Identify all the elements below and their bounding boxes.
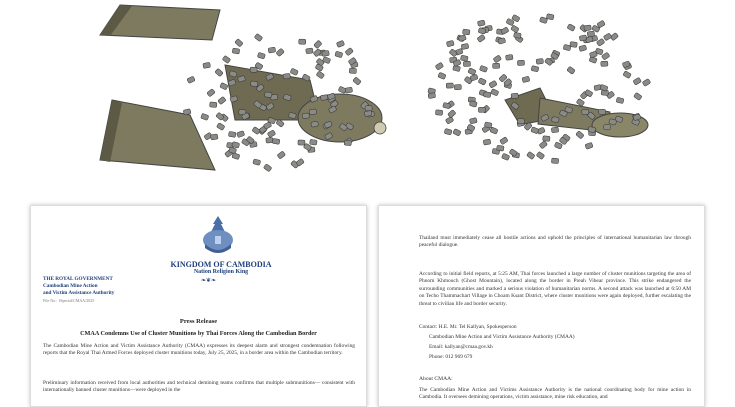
bomblet — [250, 81, 258, 87]
bomblet — [600, 84, 608, 91]
royal-crest-emblem — [199, 212, 237, 258]
bomblet — [290, 68, 298, 75]
bomblet — [454, 84, 461, 89]
bomblet — [477, 34, 486, 42]
contact-spokesperson: Contact: H.E. Mr. Tel Kallyan, Spokesperson — [419, 324, 517, 330]
bomblet — [237, 131, 245, 138]
bomblet — [435, 62, 444, 70]
bomblet — [276, 48, 285, 56]
bomblet — [336, 40, 344, 47]
bomblet — [344, 140, 351, 146]
bomblet — [183, 109, 191, 116]
press-release-title: Press Release — [179, 318, 218, 325]
bomblet — [589, 51, 597, 58]
bomblet — [263, 164, 272, 172]
bomblet — [277, 151, 286, 159]
gov-line-3: and Victim Assistance Authority — [43, 290, 115, 296]
bomblet — [364, 111, 372, 117]
bomblet — [438, 72, 446, 79]
bomblet — [218, 96, 227, 104]
bomblet — [203, 62, 211, 68]
bomblet — [579, 45, 587, 52]
bomblet — [257, 52, 265, 59]
bomblet — [634, 92, 643, 100]
bomblet — [531, 66, 539, 73]
bomblet — [268, 47, 276, 53]
bomblet — [536, 151, 545, 159]
bomblet — [345, 87, 353, 93]
bomblet — [478, 78, 486, 86]
paragraph-closing: Thailand must immediately cease all hostile actions and uphold the principles of international humanitarian law through peaceful dialogue. — [419, 235, 691, 249]
bomblet — [616, 97, 624, 103]
bomblet — [267, 130, 276, 138]
bomblet — [264, 92, 272, 98]
bomblet — [309, 109, 317, 115]
gov-line-2: Cambodian Mine Action — [43, 283, 98, 289]
bomblet — [210, 134, 218, 140]
bomblet — [444, 128, 452, 135]
bomblet — [500, 137, 509, 145]
bomblet — [306, 48, 314, 54]
bomblet — [187, 76, 195, 83]
press-release-page-1 — [30, 205, 367, 407]
bomblet — [576, 131, 585, 139]
ornament: ❧❦❧ — [201, 278, 217, 284]
bomblet — [228, 131, 236, 137]
bomblet — [546, 14, 554, 20]
bomblet — [461, 43, 469, 49]
bomblet — [584, 25, 592, 31]
bomblet — [345, 47, 354, 55]
bomblet — [489, 80, 498, 88]
bomblet — [299, 39, 306, 44]
bomblet — [517, 118, 524, 124]
bomblet — [567, 24, 576, 32]
bomblet — [567, 66, 576, 74]
bomblet — [446, 40, 454, 47]
bomblet — [463, 61, 470, 66]
bomblet — [483, 139, 491, 145]
bomblet — [448, 110, 457, 118]
file-reference: File No.: 1Special/CMAA/2025 — [43, 298, 95, 303]
bomblet — [469, 101, 477, 108]
paragraph-field-reports: According to initial field reports, at 5:25 AM, Thai forces launched a large number of cluster munitions targeting the area of Phnom Khmouch (Ghost Mountain), located along the border in Preah Vihear province. This strike endangered the surrounding communities and marked a serious violation of humanitarian norms. A second attack was launched at 6:50 AM on Techo Thammachart Village in Choam Ksant District, where cluster munitions were again deployed, further escalating the threat to civilian life and border security. — [419, 271, 691, 307]
bomblet — [232, 153, 240, 160]
bomblet — [353, 77, 362, 85]
bomblet — [517, 60, 524, 65]
bomblet — [585, 142, 593, 149]
bomblet — [493, 55, 502, 63]
cluster-bomb-dispersal-illustration — [420, 0, 720, 200]
bomblet — [310, 139, 318, 145]
bomblet — [266, 137, 273, 143]
bomblet — [477, 20, 485, 27]
bomb-fuse — [374, 122, 386, 134]
bomblet — [493, 63, 500, 68]
bomblet — [435, 110, 442, 116]
bomblet — [490, 127, 498, 134]
bomblet — [552, 117, 560, 123]
bomblet — [468, 68, 476, 76]
bomblet — [490, 89, 498, 96]
bomblet — [322, 50, 330, 56]
bomblet — [536, 58, 544, 64]
contact-email: Email: kallyan@cmaa.gov.kh — [429, 344, 493, 350]
bomblet — [446, 83, 453, 88]
bomblet — [514, 32, 522, 38]
bomb-nose — [298, 94, 382, 142]
bomblet — [511, 93, 518, 99]
headline: CMAA Condemns Use of Cluster Munitions by Thai Forces Along the Cambodian Border — [80, 330, 317, 337]
bomblet — [272, 138, 280, 144]
bomblet — [460, 55, 468, 61]
press-release-page-2 — [378, 205, 705, 407]
bomblet — [253, 159, 261, 166]
bomblet — [479, 65, 487, 72]
bomblet — [496, 145, 504, 151]
bomblet — [483, 92, 491, 98]
bomblet — [250, 67, 257, 72]
bomblet — [554, 142, 562, 149]
bomblet — [478, 107, 485, 112]
bomblet — [462, 29, 470, 35]
bomblet — [539, 141, 548, 149]
paragraph-2: Preliminary information received from local authorities and technical demining teams confirms that multiple submunitions— consistent with internationally banned cluster munitions—were deployed in the — [43, 380, 355, 394]
bomblet — [543, 136, 550, 142]
bomblet — [445, 116, 454, 124]
bomblet — [506, 54, 514, 60]
bomblet — [470, 74, 478, 81]
issuing-authority — [43, 276, 114, 297]
bomblet — [551, 127, 559, 133]
paragraph-1: The Cambodian Mine Action and Victim Assistance Authority (CMAA) expresses its deepest alarm and strongest condemnation following reports that the Royal Thai Armed Forces deployed cluster munitions today, July 25, 2025, in a border area within the Cambodian territory. — [43, 343, 355, 357]
bomblet — [601, 52, 610, 60]
bomblet — [642, 78, 651, 86]
bomblet — [365, 106, 372, 111]
bomblet — [582, 109, 590, 115]
bomblet — [283, 73, 290, 79]
bomblet — [220, 83, 228, 90]
contact-phone: Phone: 012 969 679 — [429, 354, 473, 360]
bomblet — [216, 123, 225, 131]
cluster-bomb-open-illustration — [40, 0, 420, 200]
bomblet — [453, 129, 461, 137]
bomblet — [321, 95, 328, 101]
bomblet — [599, 109, 606, 114]
bomblet — [222, 55, 231, 63]
bomblet — [526, 151, 535, 159]
bomblet — [235, 39, 244, 47]
bomblet — [349, 68, 356, 74]
bomblet — [313, 49, 322, 57]
bomblet — [298, 140, 305, 145]
bomblet — [215, 68, 224, 76]
gov-line-1: THE ROYAL GOVERNMENT — [43, 276, 113, 282]
bomblet — [603, 33, 612, 41]
bomblet — [210, 102, 217, 108]
bomblet — [254, 33, 263, 41]
bomblet — [302, 113, 309, 118]
bomblet — [232, 48, 240, 54]
bomblet — [469, 118, 477, 125]
about-heading: About CMAA: — [419, 376, 453, 382]
bomblet — [551, 158, 558, 164]
bomblet — [511, 25, 520, 33]
bomblet — [501, 153, 509, 160]
bomblet — [633, 77, 642, 85]
bomblet — [207, 89, 216, 97]
bomblet — [623, 71, 632, 79]
bomblet — [316, 71, 325, 79]
contact-organization: Cambodian Mine Action and Victim Assistance Authority (CMAA) — [429, 334, 575, 340]
bomblet — [531, 127, 539, 134]
bomblet — [601, 61, 608, 66]
bomblet — [428, 93, 436, 99]
paragraph-about: The Cambodian Mine Action and Victims Assistance Authority is the national coordinating body for mine action in Cambodia. It oversees demining operations, victim assistance, mine risk education, and — [419, 387, 691, 401]
national-motto: Nation Religion King — [193, 269, 249, 275]
bomblet — [604, 125, 611, 130]
bomblet — [201, 113, 209, 120]
bomblet — [587, 31, 595, 37]
bomblet — [522, 76, 530, 83]
kingdom-title: KINGDOM OF CAMBODIA — [170, 260, 272, 269]
bomblet — [335, 51, 343, 58]
bomblet — [314, 40, 322, 48]
bomblet — [252, 127, 261, 135]
bomblet — [588, 127, 596, 133]
